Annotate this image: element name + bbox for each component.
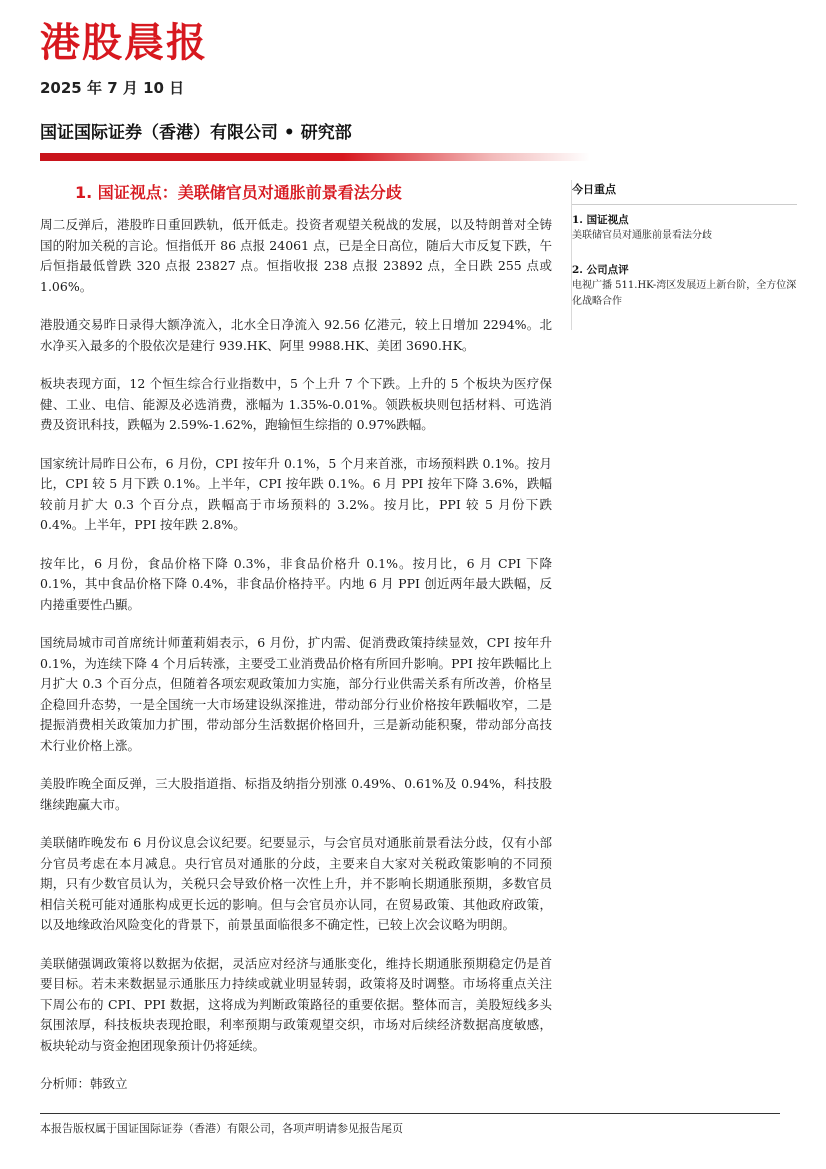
footer-divider [40,1113,780,1114]
sidebar-item-2 [572,262,797,310]
sidebar-item-text: 电视广播 511.HK-湾区发展迈上新台阶，全方位深化战略合作 [572,280,797,307]
analyst-name: 分析师：韩致立 [40,1076,128,1091]
paragraph-9: 美联储强调政策将以数据为依据，灵活应对经济与通胀变化，维持长期通胀预期稳定仍是首要目标。若未来数据显示通胀压力持续或就业明显转弱，政策将及时调整。市场将重点关注下周公布的 CPI、PPI 数据，这将成为判断政策路径的重要依据。整体而言，美股短线多头氛围浓厚，科技板块表现抢眼，利率预期与政策观望交织，市场对后续经济数据高度敏感，板块轮动与资金抱团现象预计仍将延续。 [40,955,552,1053]
report-title: 港股晨报 [40,20,208,66]
report-date: 2025 年 7 月 10 日 [40,79,185,97]
paragraph-6: 国统局城市司首席统计师董莉娟表示，6 月份，扩内需、促消费政策持续显效，CPI 按年升 0.1%，为连续下降 4 个月后转涨，主要受工业消费品价格有所回升影响。PPI 按年跌幅比上月扩大 0.3 个百分点，但随着各项宏观政策加力实施，部分行业供需关系有所改善，价格呈企稳回升态势，一是全国统一大市场建设纵深推进，带动部分行业价格按年跌幅收窄，二是提振消费相关政策加力扩围，带动部分生活数据价格回升，三是新动能积聚，带动部分高技术行业价格上涨。 [40,635,552,753]
paragraph-3: 板块表现方面，12 个恒生综合行业指数中，5 个上升 7 个下跌。上升的 5 个板块为医疗保健、工业、电信、能源及必选消费，涨幅为 1.35%-0.01%。领跌板块则包括材料、可选消费及资讯科技，跌幅为 2.59%-1.62%，跑输恒生综指的 0.97%跌幅。 [40,376,552,432]
sidebar-highlights [571,180,797,330]
sidebar-heading: 今日重点 [572,183,616,196]
sidebar-item-title: 2. 公司点评 [572,264,629,276]
sidebar-item-title: 1. 国证视点 [572,214,629,226]
paragraph-2: 港股通交易昨日录得大额净流入，北水全日净流入 92.56 亿港元，较上日增加 2294%。北水净买入最多的个股依次是建行 939.HK、阿里 9988.HK、美团 3690.HK。 [40,317,552,353]
paragraph-7: 美股昨晚全面反弹，三大股指道指、标指及纳指分别涨 0.49%、0.61%及 0.94%，科技股继续跑赢大市。 [40,776,552,812]
section-title: 1. 国证视点：美联储官员对通胀前景看法分歧 [75,183,402,202]
paragraph-4: 国家统计局昨日公布，6 月份，CPI 按年升 0.1%，5 个月来首涨，市场预料跌 0.1%。按月比，CPI 较 5 月下跌 0.1%。上半年，CPI 按年跌 0.1%。6 月 PPI 按年下降 3.6%，跌幅较前月扩大 0.3 个百分点，跌幅高于市场预料的 3.2%。按月比，PPI 较 5 月份下跌 0.4%。上半年，PPI 按年跌 2.8%。 [40,455,552,532]
main-content [40,215,552,1113]
sidebar-item-text: 美联储官员对通胀前景看法分歧 [572,230,712,241]
paragraph-5: 按年比，6 月份，食品价格下降 0.3%，非食品价格升 0.1%。按月比，6 月 CPI 下降 0.1%，其中食品价格下降 0.4%，非食品价格持平。内地 6 月 PPI 创近两年最大跌幅，反内捲重要性凸顯。 [40,555,552,612]
header-divider-bar [40,153,590,161]
footer-disclaimer: 本报告版权属于国证国际证券（香港）有限公司，各项声明请参见报告尾页 [40,1122,403,1135]
sidebar-item-1 [572,212,797,244]
company-name: 国证国际证券（香港）有限公司 • 研究部 [40,123,352,143]
paragraph-8: 美联储昨晚发布 6 月份议息会议纪要。纪要显示，与会官员对通胀前景看法分歧，仅有小部分官员考虑在本月减息。央行官员对通胀的分歧，主要来自大家对关税政策影响的不同预期，只有少数官员认为，关税只会导致价格一次性上升，并不影响长期通胀预期，多数官员相信关税可能对通胀构成更长远的影响。但与会官员亦认同，在贸易政策、其他政府政策，以及地缘政治风险变化的背景下，前景虽面临很多不确定性，已较上次会议略为明朗。 [40,835,552,932]
sidebar-heading-row [572,180,797,205]
paragraph-1: 周二反弹后，港股昨日重回跌轨，低开低走。投资者观望关税战的发展，以及特朗普对全铸国的附加关税的言论。恒指低开 86 点报 24061 点，已是全日高位，随后大市反复下跌，午后恒指最低曾跌 320 点报 23827 点。恒指收报 238 点报 23892 点，全日跌 255 点或 1.06%。 [40,217,552,294]
